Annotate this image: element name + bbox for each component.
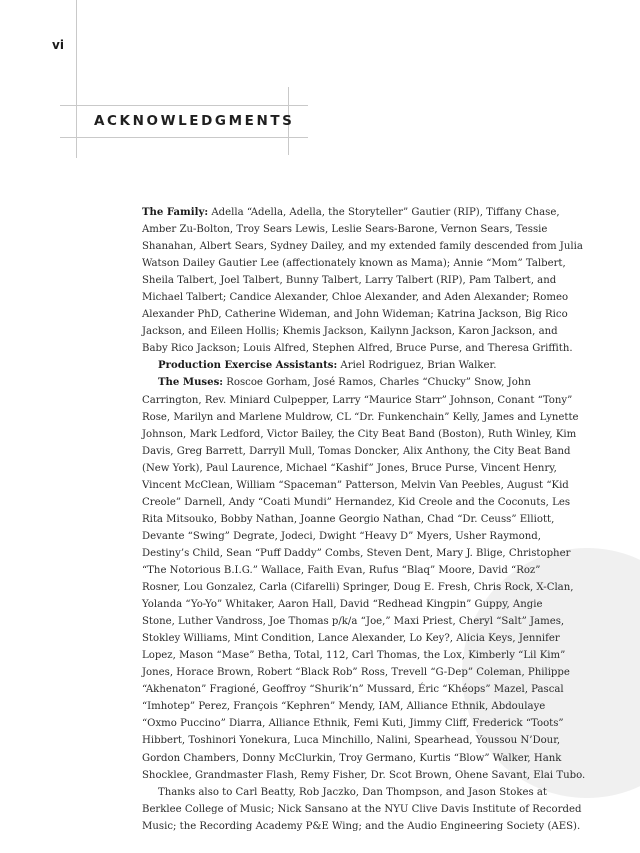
muses-heading: The Muses: <box>158 376 224 389</box>
muses-line: Johnson, Mark Ledford, Victor Bailey, the City Beat Band (Boston), Ruth Winley, Kim <box>142 428 577 440</box>
title-bottom-rule <box>60 137 308 138</box>
muses-line: Yolanda “Yo-Yo” Whitaker, Aaron Hall, David “Redhead Kingpin” Guppy, Angie <box>142 599 543 611</box>
family-line: Alexander PhD, Catherine Wideman, and John Wideman; Katrina Jackson, Big Rico <box>142 309 568 321</box>
muses-line: Stone, Luther Vandross, Joe Thomas p/k/a “Joe,” Maxi Priest, Cheryl “Salt” James, <box>142 616 565 628</box>
family-line: Shanahan, Albert Sears, Sydney Dailey, and my extended family descended from Julia <box>142 241 583 253</box>
family-heading: The Family: <box>142 206 209 218</box>
page-number: vi <box>52 38 64 52</box>
muses-line: Devante “Swing” Degrate, Jodeci, Dwight “Heavy D” Myers, Usher Raymond, <box>142 530 541 542</box>
muses-line: Rose, Marilyn and Marlene Muldrow, CL “Dr. Funkenchain” Kelly, James and Lynette <box>142 411 579 423</box>
muses-line: Carrington, Rev. Miniard Culpepper, Larry “Maurice Starr” Johnson, Conant “Tony” <box>142 394 573 406</box>
muses-line: The Muses: Roscoe Gorham, José Ramos, Charles “Chucky” Snow, John <box>158 376 531 389</box>
muses-line: Rita Mitsouko, Bobby Nathan, Joanne Georgio Nathan, Chad “Dr. Ceuss” Elliott, <box>142 513 555 525</box>
acknowledgments-body <box>142 204 586 835</box>
muses-line: “Imhotep” Perez, François “Kephren” Mendy, IAM, Alliance Ethnik, Abdoulaye <box>142 701 546 713</box>
muses-line: Creole” Darnell, Andy “Coati Mundi” Hernandez, Kid Creole and the Coconuts, Les <box>142 496 571 508</box>
production-line: Production Exercise Assistants: Ariel Rodriguez, Brian Walker. <box>158 359 497 372</box>
muses-line: Gordon Chambers, Donny McClurkin, Troy Germano, Kurtis “Blow” Walker, Hank <box>142 752 562 764</box>
family-line: Amber Zu-Bolton, Troy Sears Lewis, Leslie Sears-Barone, Vernon Sears, Tessie <box>142 224 548 236</box>
muses-line: Rosner, Lou Gonzalez, Carla (Cifarelli) Springer, Doug E. Fresh, Chris Rock, X-Clan, <box>142 582 574 594</box>
family-line: Sheila Talbert, Joel Talbert, Bunny Talbert, Larry Talbert (RIP), Pam Talbert, and <box>142 275 557 287</box>
family-line: Jackson, and Eileen Hollis; Khemis Jackson, Kailynn Jackson, Karon Jackson, and <box>142 326 558 338</box>
muses-line: Jones, Horace Brown, Robert “Black Rob” Ross, Trevell “G-Dep” Coleman, Philippe <box>142 667 570 679</box>
family-line: The Family: Adella “Adella, Adella, the Storyteller” Gautier (RIP), Tiffany Chase, <box>142 206 560 218</box>
muses-line: Destiny’s Child, Sean “Puff Daddy” Combs, Steven Dent, Mary J. Blige, Christopher <box>142 547 571 559</box>
thanks-line: Berklee College of Music; Nick Sansano at the NYU Clive Davis Institute of Recorded <box>142 803 582 815</box>
muses-line: Vincent McClean, William “Spaceman” Patterson, Melvin Van Peebles, August “Kid <box>142 479 569 491</box>
muses-line: Stokley Williams, Mint Condition, Lance Alexander, Lo Key?, Alicia Keys, Jennifer <box>142 633 560 645</box>
muses-line: “Akhenaton” Fragioné, Geoffroy “Shurik’n” Mussard, Éric “Khéops” Mazel, Pascal <box>142 684 564 696</box>
family-line: Michael Talbert; Candice Alexander, Chloe Alexander, and Aden Alexander; Romeo <box>142 292 569 304</box>
title-box <box>76 105 295 137</box>
page-title: ACKNOWLEDGMENTS <box>94 113 295 129</box>
thanks-line: Music; the Recording Academy P&E Wing; and the Audio Engineering Society (AES). <box>142 820 581 832</box>
muses-line: Shocklee, Grandmaster Flash, Remy Fisher, Dr. Scot Brown, Ohene Savant, Elai Tubo. <box>142 769 586 781</box>
production-heading: Production Exercise Assistants: <box>158 359 338 372</box>
muses-line: “Oxmo Puccino” Diarra, Alliance Ethnik, Femi Kuti, Jimmy Cliff, Frederick “Toots” <box>142 718 564 730</box>
muses-line: (New York), Paul Laurence, Michael “Kashif” Jones, Bruce Purse, Vincent Henry, <box>142 462 557 474</box>
muses-line: Lopez, Mason “Mase” Betha, Total, 112, Carl Thomas, the Lox, Kimberly “Lil Kim” <box>142 650 566 662</box>
family-line: Baby Rico Jackson; Louis Alfred, Stephen Alfred, Bruce Purse, and Theresa Griffith. <box>142 343 573 355</box>
muses-line: Hibbert, Toshinori Yonekura, Luca Minchillo, Nalini, Spearhead, Youssou N’Dour, <box>142 735 561 747</box>
muses-line: Davis, Greg Barrett, Darryll Mull, Tomas Doncker, Alix Anthony, the City Beat Band <box>142 445 571 457</box>
thanks-line: Thanks also to Carl Beatty, Rob Jaczko, Dan Thompson, and Jason Stokes at <box>158 786 547 798</box>
muses-line: “The Notorious B.I.G.” Wallace, Faith Evan, Rufus “Blaq” Moore, David “Roz” <box>142 564 541 576</box>
family-line: Watson Dailey Gautier Lee (affectionately known as Mama); Annie “Mom” Talbert, <box>142 258 566 270</box>
